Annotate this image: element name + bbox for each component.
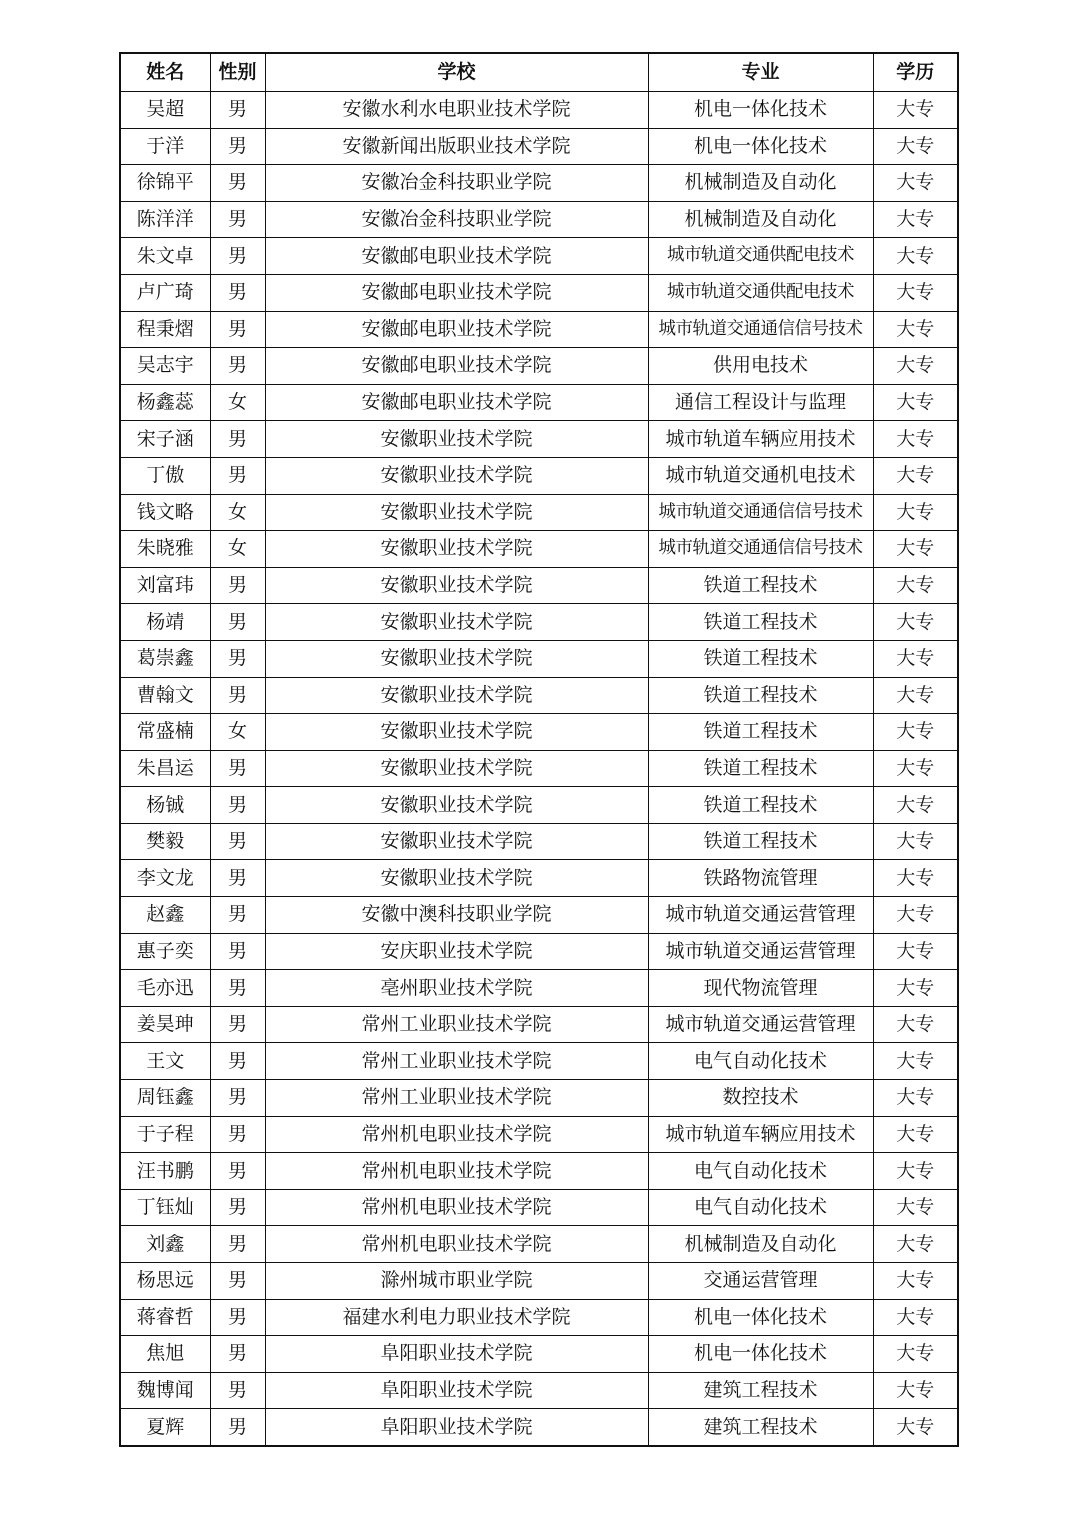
cell-school: 常州机电职业技术学院: [265, 1153, 648, 1190]
cell-school: 安徽职业技术学院: [265, 787, 648, 824]
cell-name: 丁钰灿: [120, 1189, 210, 1226]
cell-education: 大专: [873, 714, 958, 751]
cell-gender: 男: [210, 567, 265, 604]
table-row: [120, 201, 958, 238]
table-row: [120, 1263, 958, 1300]
cell-education: 大专: [873, 677, 958, 714]
cell-school: 安徽职业技术学院: [265, 421, 648, 458]
cell-major: 电气自动化技术: [648, 1043, 873, 1080]
table-row: [120, 128, 958, 165]
cell-education: 大专: [873, 348, 958, 385]
roster-table: [119, 52, 959, 1447]
cell-education: 大专: [873, 201, 958, 238]
cell-school: 滁州城市职业学院: [265, 1263, 648, 1300]
cell-major: 机电一体化技术: [648, 1299, 873, 1336]
cell-education: 大专: [873, 860, 958, 897]
cell-major: 铁道工程技术: [648, 787, 873, 824]
cell-major: 铁道工程技术: [648, 604, 873, 641]
cell-major: 机械制造及自动化: [648, 165, 873, 202]
table-row: [120, 1336, 958, 1373]
cell-gender: 男: [210, 1263, 265, 1300]
header-name: 姓名: [120, 53, 210, 92]
cell-major: 供用电技术: [648, 348, 873, 385]
cell-name: 宋子涵: [120, 421, 210, 458]
cell-school: 常州工业职业技术学院: [265, 1080, 648, 1117]
cell-gender: 男: [210, 238, 265, 275]
cell-school: 安徽职业技术学院: [265, 531, 648, 568]
cell-school: 常州机电职业技术学院: [265, 1116, 648, 1153]
cell-name: 王文: [120, 1043, 210, 1080]
cell-major: 铁道工程技术: [648, 714, 873, 751]
cell-name: 于洋: [120, 128, 210, 165]
cell-education: 大专: [873, 128, 958, 165]
cell-major: 电气自动化技术: [648, 1153, 873, 1190]
cell-name: 夏辉: [120, 1409, 210, 1446]
cell-gender: 男: [210, 1372, 265, 1409]
cell-gender: 男: [210, 1153, 265, 1190]
cell-name: 魏博闻: [120, 1372, 210, 1409]
table-row: [120, 311, 958, 348]
cell-education: 大专: [873, 1080, 958, 1117]
cell-education: 大专: [873, 494, 958, 531]
cell-school: 安徽冶金科技职业学院: [265, 165, 648, 202]
table-row: [120, 1372, 958, 1409]
table-row: [120, 823, 958, 860]
cell-major: 铁路物流管理: [648, 860, 873, 897]
cell-education: 大专: [873, 421, 958, 458]
cell-school: 安徽职业技术学院: [265, 640, 648, 677]
table-row: [120, 165, 958, 202]
cell-school: 安徽职业技术学院: [265, 457, 648, 494]
cell-gender: 男: [210, 457, 265, 494]
cell-gender: 男: [210, 604, 265, 641]
table-row: [120, 787, 958, 824]
cell-gender: 男: [210, 274, 265, 311]
cell-gender: 男: [210, 897, 265, 934]
cell-gender: 男: [210, 640, 265, 677]
cell-gender: 女: [210, 531, 265, 568]
cell-major: 铁道工程技术: [648, 677, 873, 714]
cell-school: 阜阳职业技术学院: [265, 1409, 648, 1446]
cell-major: 城市轨道车辆应用技术: [648, 1116, 873, 1153]
cell-name: 卢广琦: [120, 274, 210, 311]
cell-education: 大专: [873, 165, 958, 202]
cell-gender: 男: [210, 970, 265, 1007]
cell-school: 阜阳职业技术学院: [265, 1372, 648, 1409]
cell-major: 铁道工程技术: [648, 823, 873, 860]
cell-major: 机电一体化技术: [648, 1336, 873, 1373]
cell-school: 安徽职业技术学院: [265, 567, 648, 604]
cell-school: 安徽职业技术学院: [265, 677, 648, 714]
cell-education: 大专: [873, 750, 958, 787]
header-major: 专业: [648, 53, 873, 92]
cell-gender: 男: [210, 128, 265, 165]
cell-gender: 男: [210, 92, 265, 129]
header-school: 学校: [265, 53, 648, 92]
table-row: [120, 970, 958, 1007]
cell-education: 大专: [873, 1153, 958, 1190]
cell-school: 阜阳职业技术学院: [265, 1336, 648, 1373]
cell-major: 铁道工程技术: [648, 750, 873, 787]
table-header: [120, 53, 958, 92]
cell-education: 大专: [873, 823, 958, 860]
cell-education: 大专: [873, 92, 958, 129]
cell-school: 安徽邮电职业技术学院: [265, 238, 648, 275]
cell-gender: 女: [210, 384, 265, 421]
table-row: [120, 1189, 958, 1226]
cell-name: 刘鑫: [120, 1226, 210, 1263]
cell-gender: 男: [210, 1226, 265, 1263]
document-sheet: [119, 52, 957, 1447]
cell-school: 安徽水利水电职业技术学院: [265, 92, 648, 129]
cell-gender: 男: [210, 750, 265, 787]
cell-education: 大专: [873, 604, 958, 641]
table-row: [120, 640, 958, 677]
cell-gender: 男: [210, 311, 265, 348]
table-row: [120, 1080, 958, 1117]
cell-name: 焦旭: [120, 1336, 210, 1373]
cell-name: 杨靖: [120, 604, 210, 641]
table-row: [120, 860, 958, 897]
cell-education: 大专: [873, 897, 958, 934]
cell-name: 吴超: [120, 92, 210, 129]
table-row: [120, 1153, 958, 1190]
cell-major: 城市轨道车辆应用技术: [648, 421, 873, 458]
cell-education: 大专: [873, 1263, 958, 1300]
cell-major: 城市轨道交通机电技术: [648, 457, 873, 494]
table-row: [120, 933, 958, 970]
table-row: [120, 384, 958, 421]
table-body: [120, 92, 958, 1446]
cell-name: 徐锦平: [120, 165, 210, 202]
table-row: [120, 677, 958, 714]
cell-major: 铁道工程技术: [648, 640, 873, 677]
table-row: [120, 421, 958, 458]
cell-gender: 男: [210, 348, 265, 385]
table-row: [120, 750, 958, 787]
cell-gender: 男: [210, 1043, 265, 1080]
cell-education: 大专: [873, 1116, 958, 1153]
cell-name: 杨思远: [120, 1263, 210, 1300]
cell-name: 丁傲: [120, 457, 210, 494]
cell-education: 大专: [873, 311, 958, 348]
cell-education: 大专: [873, 1409, 958, 1446]
cell-gender: 男: [210, 165, 265, 202]
cell-major: 建筑工程技术: [648, 1409, 873, 1446]
cell-name: 周钰鑫: [120, 1080, 210, 1117]
cell-gender: 男: [210, 1336, 265, 1373]
cell-gender: 男: [210, 421, 265, 458]
cell-school: 安徽职业技术学院: [265, 750, 648, 787]
cell-education: 大专: [873, 1299, 958, 1336]
cell-education: 大专: [873, 567, 958, 604]
cell-education: 大专: [873, 1372, 958, 1409]
cell-name: 李文龙: [120, 860, 210, 897]
cell-name: 樊毅: [120, 823, 210, 860]
cell-education: 大专: [873, 640, 958, 677]
cell-gender: 男: [210, 677, 265, 714]
cell-major: 数控技术: [648, 1080, 873, 1117]
cell-gender: 男: [210, 1116, 265, 1153]
table-row: [120, 494, 958, 531]
table-row: [120, 714, 958, 751]
cell-school: 安徽中澳科技职业学院: [265, 897, 648, 934]
cell-major: 机电一体化技术: [648, 128, 873, 165]
cell-school: 常州机电职业技术学院: [265, 1189, 648, 1226]
cell-name: 汪书鹏: [120, 1153, 210, 1190]
cell-name: 曹翰文: [120, 677, 210, 714]
cell-school: 常州机电职业技术学院: [265, 1226, 648, 1263]
cell-major: 城市轨道交通运营管理: [648, 933, 873, 970]
cell-education: 大专: [873, 1043, 958, 1080]
table-row: [120, 274, 958, 311]
table-row: [120, 92, 958, 129]
table-row: [120, 1043, 958, 1080]
cell-school: 安徽新闻出版职业技术学院: [265, 128, 648, 165]
cell-school: 安徽职业技术学院: [265, 823, 648, 860]
header-row: [120, 53, 958, 92]
cell-name: 赵鑫: [120, 897, 210, 934]
cell-gender: 男: [210, 1006, 265, 1043]
cell-education: 大专: [873, 1336, 958, 1373]
cell-school: 安徽职业技术学院: [265, 860, 648, 897]
table-row: [120, 1409, 958, 1446]
table-row: [120, 348, 958, 385]
cell-name: 姜昊珅: [120, 1006, 210, 1043]
cell-major: 城市轨道交通供配电技术: [648, 238, 873, 275]
cell-name: 杨铖: [120, 787, 210, 824]
cell-gender: 男: [210, 1080, 265, 1117]
cell-major: 城市轨道交通运营管理: [648, 1006, 873, 1043]
cell-name: 钱文略: [120, 494, 210, 531]
cell-school: 常州工业职业技术学院: [265, 1043, 648, 1080]
cell-gender: 男: [210, 1409, 265, 1446]
cell-major: 机电一体化技术: [648, 92, 873, 129]
cell-education: 大专: [873, 238, 958, 275]
cell-school: 安徽职业技术学院: [265, 714, 648, 751]
cell-major: 电气自动化技术: [648, 1189, 873, 1226]
table-row: [120, 457, 958, 494]
cell-major: 城市轨道交通运营管理: [648, 897, 873, 934]
cell-name: 蒋睿哲: [120, 1299, 210, 1336]
cell-name: 葛崇鑫: [120, 640, 210, 677]
cell-major: 通信工程设计与监理: [648, 384, 873, 421]
cell-school: 常州工业职业技术学院: [265, 1006, 648, 1043]
cell-gender: 男: [210, 933, 265, 970]
table-row: [120, 531, 958, 568]
cell-major: 城市轨道交通通信信号技术: [648, 531, 873, 568]
cell-school: 安徽邮电职业技术学院: [265, 384, 648, 421]
cell-school: 安庆职业技术学院: [265, 933, 648, 970]
cell-name: 朱文卓: [120, 238, 210, 275]
cell-school: 安徽邮电职业技术学院: [265, 274, 648, 311]
table-row: [120, 897, 958, 934]
cell-education: 大专: [873, 1226, 958, 1263]
cell-education: 大专: [873, 970, 958, 1007]
cell-gender: 女: [210, 494, 265, 531]
cell-school: 亳州职业技术学院: [265, 970, 648, 1007]
cell-name: 程秉熠: [120, 311, 210, 348]
cell-name: 朱晓雅: [120, 531, 210, 568]
cell-name: 朱昌运: [120, 750, 210, 787]
cell-education: 大专: [873, 787, 958, 824]
cell-education: 大专: [873, 933, 958, 970]
cell-name: 惠子奕: [120, 933, 210, 970]
table-row: [120, 1226, 958, 1263]
cell-gender: 男: [210, 823, 265, 860]
cell-name: 陈洋洋: [120, 201, 210, 238]
cell-major: 机械制造及自动化: [648, 201, 873, 238]
table-row: [120, 1299, 958, 1336]
cell-major: 城市轨道交通供配电技术: [648, 274, 873, 311]
cell-gender: 男: [210, 1189, 265, 1226]
cell-major: 城市轨道交通通信信号技术: [648, 311, 873, 348]
cell-school: 福建水利电力职业技术学院: [265, 1299, 648, 1336]
cell-education: 大专: [873, 1006, 958, 1043]
cell-major: 交通运营管理: [648, 1263, 873, 1300]
cell-name: 刘富玮: [120, 567, 210, 604]
cell-education: 大专: [873, 274, 958, 311]
cell-school: 安徽邮电职业技术学院: [265, 311, 648, 348]
cell-name: 杨鑫蕊: [120, 384, 210, 421]
cell-school: 安徽职业技术学院: [265, 494, 648, 531]
cell-major: 城市轨道交通通信信号技术: [648, 494, 873, 531]
cell-gender: 男: [210, 1299, 265, 1336]
table-row: [120, 238, 958, 275]
cell-major: 建筑工程技术: [648, 1372, 873, 1409]
cell-education: 大专: [873, 457, 958, 494]
cell-gender: 男: [210, 860, 265, 897]
table-row: [120, 567, 958, 604]
cell-name: 常盛楠: [120, 714, 210, 751]
table-row: [120, 1116, 958, 1153]
cell-major: 现代物流管理: [648, 970, 873, 1007]
cell-gender: 女: [210, 714, 265, 751]
table-row: [120, 604, 958, 641]
header-education: 学历: [873, 53, 958, 92]
header-gender: 性别: [210, 53, 265, 92]
cell-school: 安徽冶金科技职业学院: [265, 201, 648, 238]
cell-name: 毛亦迅: [120, 970, 210, 1007]
cell-major: 机械制造及自动化: [648, 1226, 873, 1263]
cell-education: 大专: [873, 1189, 958, 1226]
cell-school: 安徽邮电职业技术学院: [265, 348, 648, 385]
cell-gender: 男: [210, 787, 265, 824]
cell-name: 于子程: [120, 1116, 210, 1153]
cell-major: 铁道工程技术: [648, 567, 873, 604]
cell-gender: 男: [210, 201, 265, 238]
table-row: [120, 1006, 958, 1043]
cell-education: 大专: [873, 384, 958, 421]
cell-education: 大专: [873, 531, 958, 568]
cell-school: 安徽职业技术学院: [265, 604, 648, 641]
cell-name: 吴志宇: [120, 348, 210, 385]
